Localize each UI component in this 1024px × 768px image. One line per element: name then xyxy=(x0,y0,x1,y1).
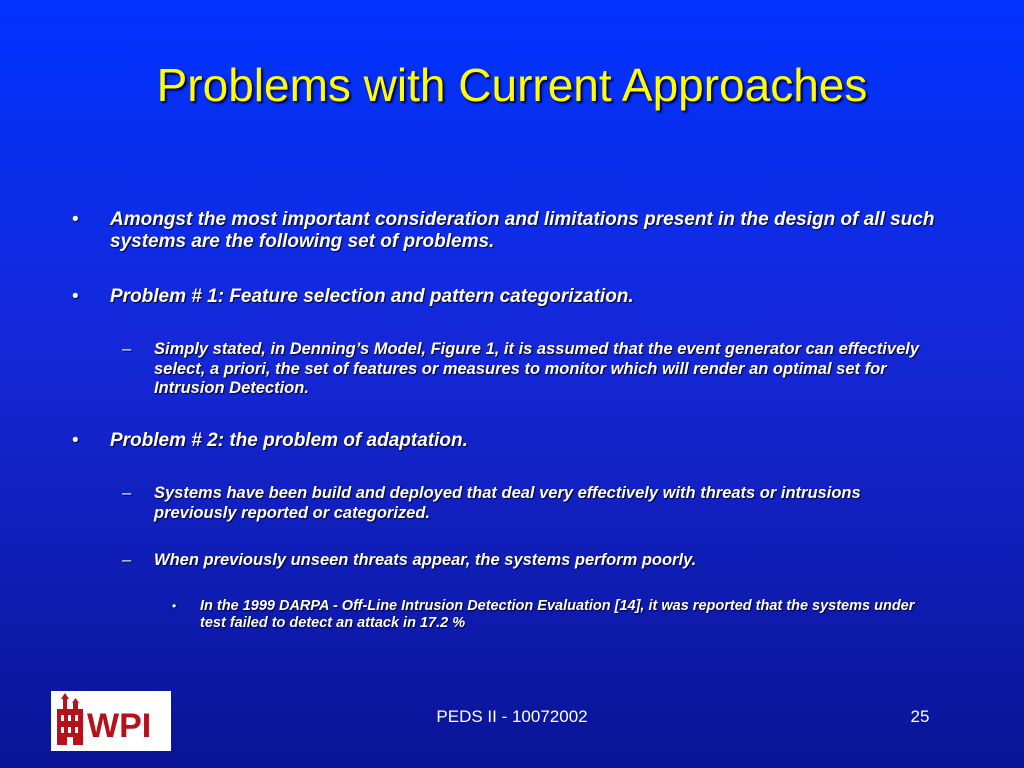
dash-marker: – xyxy=(122,551,132,569)
wpi-logo-icon xyxy=(51,691,171,751)
sub-sub-bullet-darpa: In the 1999 DARPA - Off-Line Intrusion Detection Evaluation [14], it was reported that the systems under test failed to detect an attack in 17.2 % xyxy=(200,598,915,631)
wpi-logo xyxy=(51,691,171,751)
bullet-text-problem-2: Problem # 2: the problem of adaptation. xyxy=(110,430,468,451)
slide-title: Problems with Current Approaches xyxy=(156,59,868,111)
sub-bullet-denning-model: Simply stated, in Denning’s Model, Figure 1, it is assumed that the event generator can effectively select, a priori, the set of features or measures to monitor which will render an optimal set for Intrusion Detection. xyxy=(154,340,920,397)
bullet-marker: • xyxy=(72,286,79,307)
bullet-marker: • xyxy=(72,209,79,230)
page-number: 25 xyxy=(910,707,930,726)
bullet-marker-small: • xyxy=(172,599,177,613)
bullet-text-intro: Amongst the most important consideration and limitations present in the design of all such systems are the following set of problems. xyxy=(110,209,935,252)
footer-center-text: PEDS II - 10072002 xyxy=(436,707,588,726)
bullet-marker: • xyxy=(72,430,79,451)
sub-bullet-unseen-threats: When previously unseen threats appear, the systems perform poorly. xyxy=(154,551,697,569)
bullet-text-problem-1: Problem # 1: Feature selection and pattern categorization. xyxy=(110,286,634,307)
wpi-logo-text: WPI xyxy=(87,707,152,745)
dash-marker: – xyxy=(122,484,132,502)
dash-marker: – xyxy=(122,340,132,358)
sub-bullet-systems-deployed: Systems have been build and deployed that deal very effectively with threats or intrusions previously reported or categorized. xyxy=(154,484,861,522)
